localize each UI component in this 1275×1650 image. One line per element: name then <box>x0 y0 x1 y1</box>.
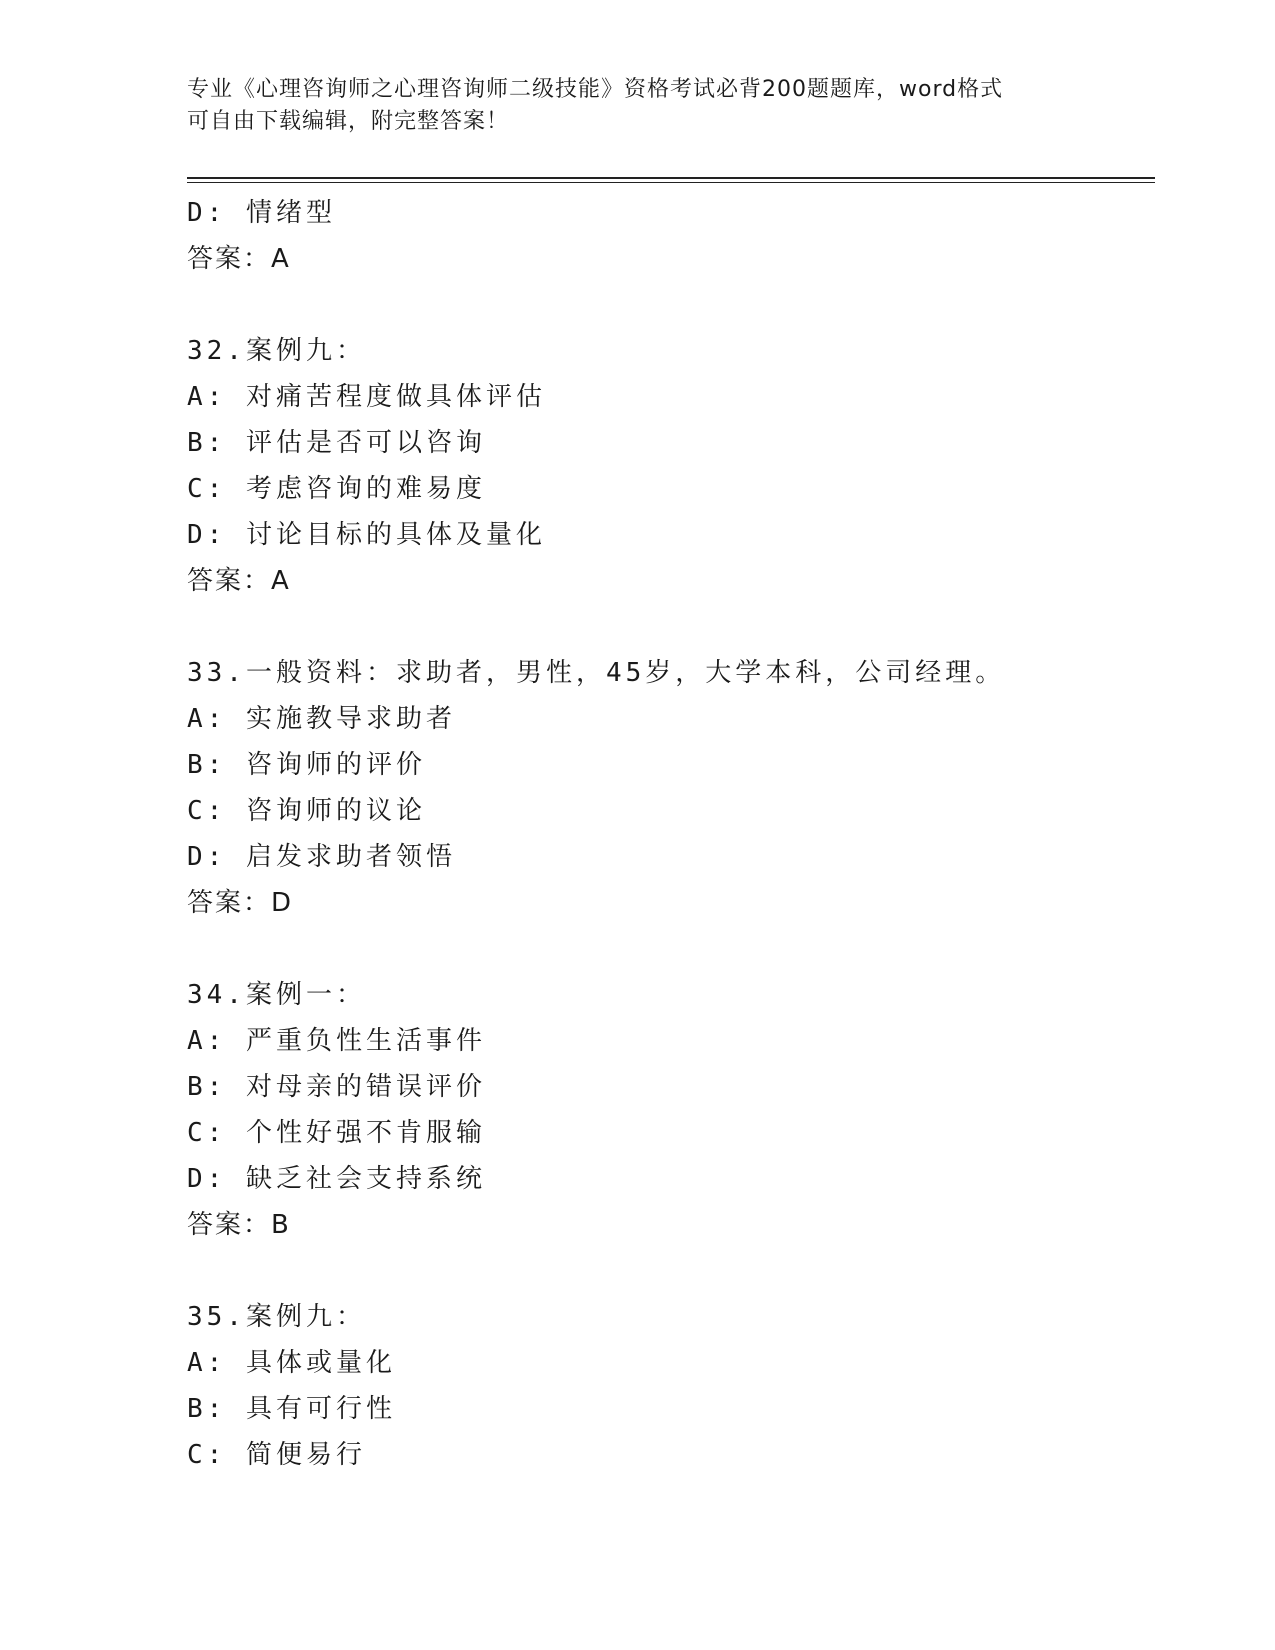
spacer <box>187 282 1167 328</box>
header-title-line-2: 可自由下载编辑，附完整答案！ <box>187 109 510 134</box>
spacer <box>187 926 1167 972</box>
question-stem: 32.案例九： <box>187 336 366 366</box>
option-d: D: 情绪型 <box>187 198 336 228</box>
question-stem: 35.案例九： <box>187 1302 366 1332</box>
option-d: D: 启发求助者领悟 <box>187 842 456 872</box>
spacer <box>187 604 1167 650</box>
option-a: A: 实施教导求助者 <box>187 704 456 734</box>
option-c: C: 考虑咨询的难易度 <box>187 474 486 504</box>
answer-line: 答案：B <box>187 1210 291 1240</box>
question-34 <box>187 972 1167 1248</box>
option-c: C: 咨询师的议论 <box>187 796 426 826</box>
answer-line: 答案：A <box>187 566 291 596</box>
question-33 <box>187 650 1167 926</box>
option-c: C: 简便易行 <box>187 1440 366 1470</box>
page-header <box>187 74 1087 138</box>
answer-line: 答案：A <box>187 244 291 274</box>
header-divider-thin <box>187 182 1155 183</box>
option-b: B: 咨询师的评价 <box>187 750 426 780</box>
answer-line: 答案：D <box>187 888 294 918</box>
question-35 <box>187 1294 1167 1478</box>
question-stem: 34.案例一： <box>187 980 366 1010</box>
option-c: C: 个性好强不肯服输 <box>187 1118 486 1148</box>
option-b: B: 对母亲的错误评价 <box>187 1072 486 1102</box>
question-list <box>187 190 1167 1478</box>
option-a: A: 具体或量化 <box>187 1348 396 1378</box>
option-b: B: 评估是否可以咨询 <box>187 428 486 458</box>
header-title-line-1: 专业《心理咨询师之心理咨询师二级技能》资格考试必背200题题库，word格式 <box>187 77 1004 102</box>
header-divider-thick <box>187 177 1155 179</box>
question-32 <box>187 328 1167 604</box>
option-a: A: 严重负性生活事件 <box>187 1026 486 1056</box>
option-d: D: 缺乏社会支持系统 <box>187 1164 486 1194</box>
option-a: A: 对痛苦程度做具体评估 <box>187 382 546 412</box>
spacer <box>187 1248 1167 1294</box>
question-stem: 33.一般资料：求助者，男性，45岁，大学本科，公司经理。 <box>187 658 1006 688</box>
option-d: D: 讨论目标的具体及量化 <box>187 520 546 550</box>
option-b: B: 具有可行性 <box>187 1394 396 1424</box>
